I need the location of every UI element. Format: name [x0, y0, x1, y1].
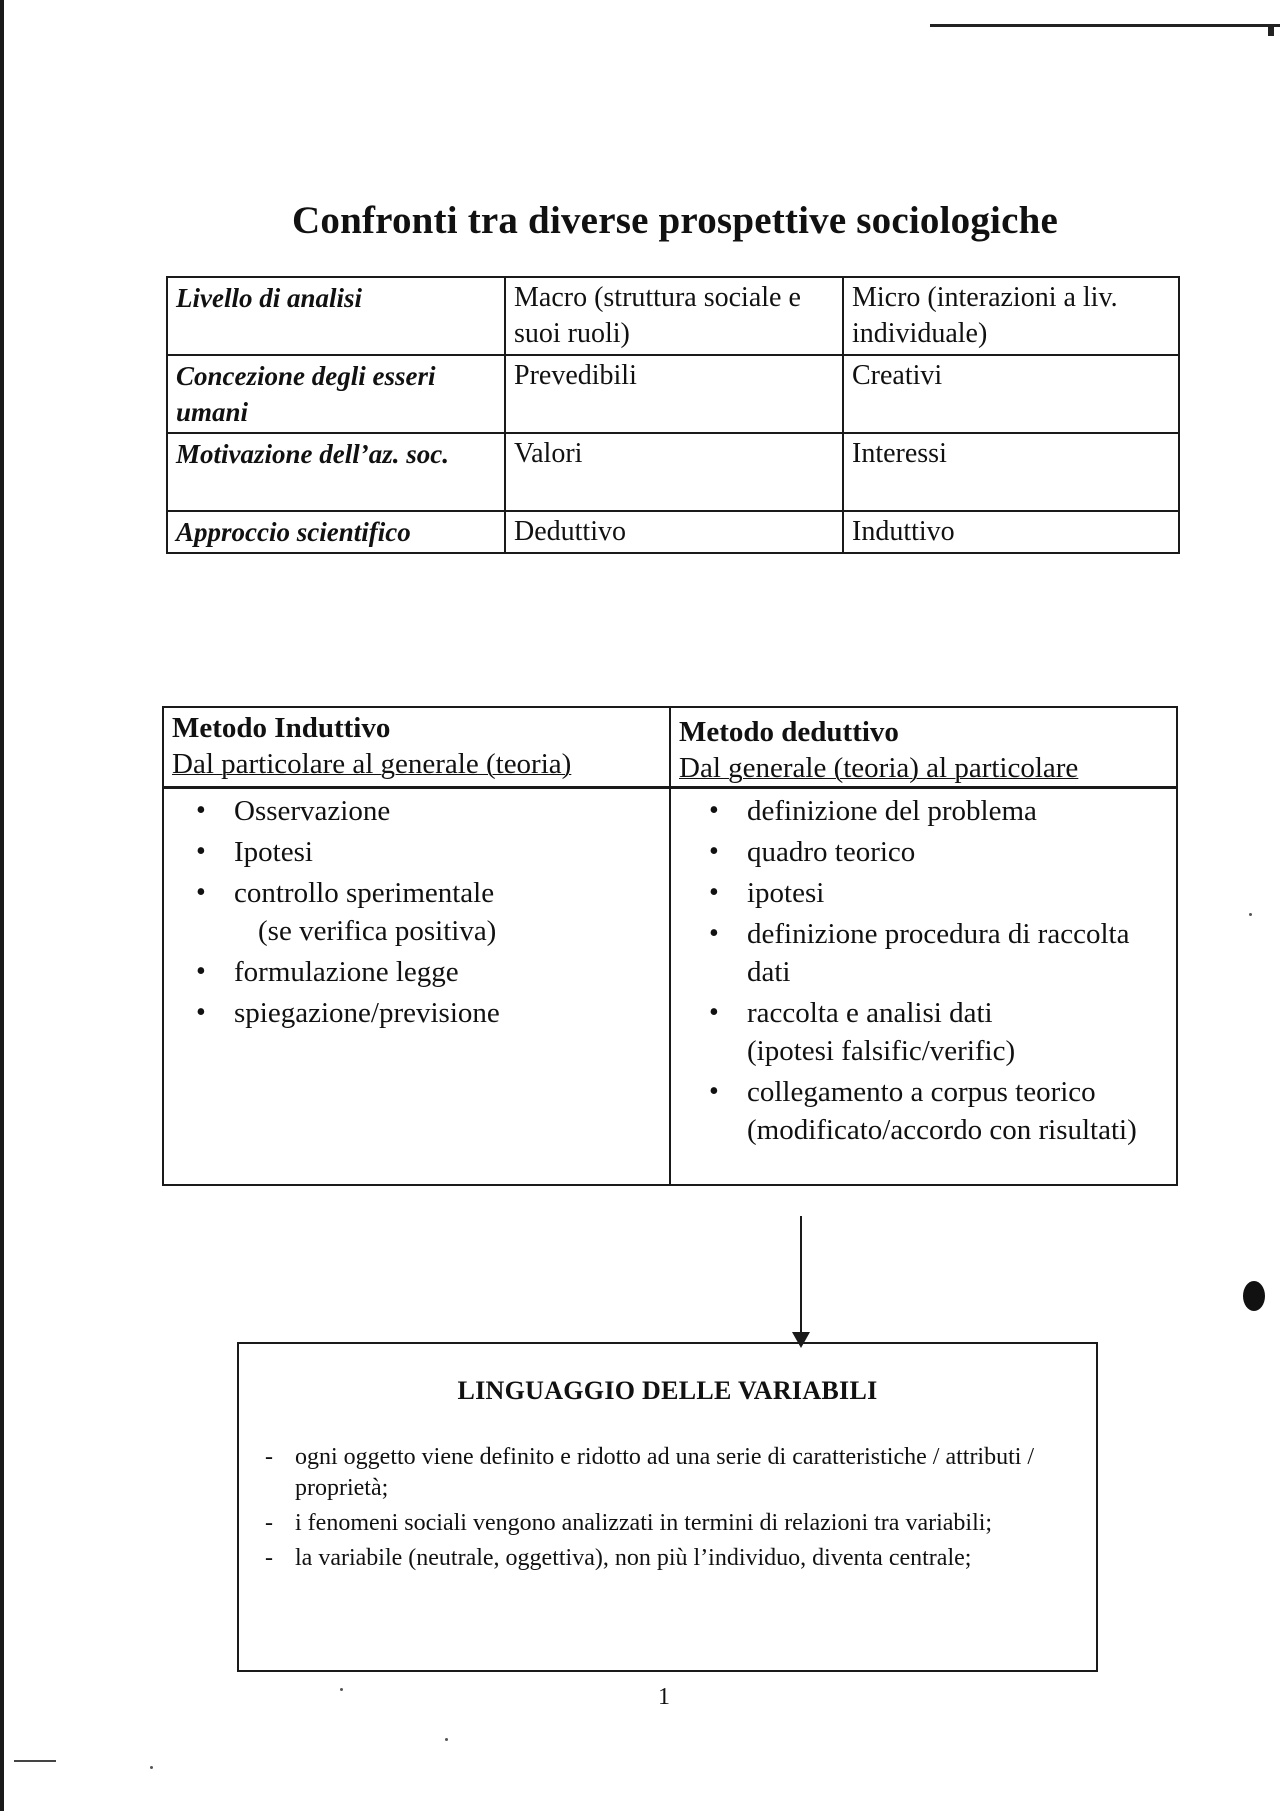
scan-top-tick [1268, 26, 1274, 36]
step-continuation: (ipotesi falsific/verific) [747, 1035, 1016, 1067]
table-row [167, 433, 1179, 511]
inductive-title: Metodo Induttivo [172, 712, 391, 744]
inductive-header [172, 708, 662, 782]
list-item: • formulazione legge [196, 953, 656, 991]
comparison-table [166, 276, 1180, 554]
scan-speck [445, 1738, 448, 1741]
macro-cell: Macro (struttura sociale e suoi ruoli) [505, 277, 843, 355]
macro-cell: Prevedibili [505, 355, 843, 433]
scan-speck [1249, 913, 1252, 916]
table-row [167, 355, 1179, 433]
list-item: • collegamento a corpus teorico (modificato/accordo con risultati) [709, 1073, 1169, 1149]
deductive-method-column [679, 708, 1169, 1146]
variables-box-title: LINGUAGGIO DELLE VARIABILI [457, 1376, 878, 1405]
list-item: • Osservazione [196, 792, 656, 830]
scan-ink-blot [1243, 1281, 1265, 1311]
inductive-subtitle: Dal particolare al generale (teoria) [172, 748, 572, 780]
page-number: 1 [658, 1684, 670, 1710]
deductive-steps-list [709, 792, 1169, 1152]
micro-cell: Creativi [843, 355, 1179, 433]
scan-left-edge [0, 0, 4, 1811]
list-item: • definizione del problema [709, 792, 1169, 830]
scan-top-line [930, 24, 1280, 27]
deductive-title: Metodo deduttivo [679, 716, 899, 748]
list-item: • controllo sperimentale (se verifica positiva) [196, 874, 656, 950]
table-row [167, 277, 1179, 355]
deductive-subtitle: Dal generale (teoria) al particolare [679, 752, 1079, 784]
list-item: • spiegazione/previsione [196, 994, 656, 1032]
inductive-steps-list [196, 792, 656, 1035]
list-item: - i fenomeni sociali vengono analizzati in termini di relazioni tra variabili; [263, 1508, 1073, 1539]
scan-bottom-mark [14, 1760, 56, 1762]
list-item: - la variabile (neutrale, oggettiva), non più l’individuo, diventa centrale; [263, 1543, 1073, 1574]
list-item: • ipotesi [709, 874, 1169, 912]
table-row [167, 511, 1179, 553]
down-arrow-icon [800, 1216, 802, 1334]
micro-cell: Interessi [843, 433, 1179, 511]
row-label: Motivazione dell’az. soc. [167, 433, 505, 511]
methods-table [162, 706, 1178, 1186]
scan-speck [150, 1766, 153, 1769]
micro-cell: Micro (interazioni a liv. individuale) [843, 277, 1179, 355]
list-item: • Ipotesi [196, 833, 656, 871]
row-label: Concezione degli esseri umani [167, 355, 505, 433]
header-divider [164, 786, 1176, 789]
page-title: Confronti tra diverse prospettive sociologiche [292, 199, 1058, 243]
row-label: Livello di analisi [167, 277, 505, 355]
column-divider [669, 708, 671, 1184]
list-item: • quadro teorico [709, 833, 1169, 871]
inductive-method-column [172, 708, 662, 1029]
list-item: • raccolta e analisi dati (ipotesi falsific/verific) [709, 994, 1169, 1070]
micro-cell: Induttivo [843, 511, 1179, 553]
list-item: • definizione procedura di raccolta dati [709, 915, 1169, 991]
scan-speck [340, 1688, 343, 1691]
macro-cell: Deduttivo [505, 511, 843, 553]
deductive-header [679, 708, 1169, 786]
list-item: - ogni oggetto viene definito e ridotto ad una serie di caratteristiche / attributi / proprietà; [263, 1442, 1073, 1504]
step-continuation: (se verifica positiva) [258, 915, 497, 947]
variables-list [263, 1442, 1073, 1578]
row-label: Approccio scientifico [167, 511, 505, 553]
variables-language-box [237, 1342, 1098, 1672]
macro-cell: Valori [505, 433, 843, 511]
